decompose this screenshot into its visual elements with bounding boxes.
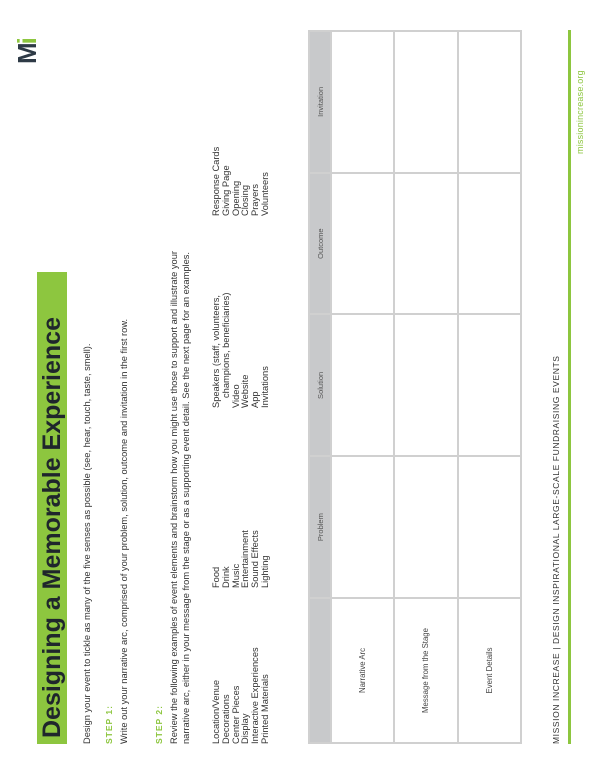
step-2-line-2: narrative arc, either in your message from the stage or as a supporting event detail. See the next page for an examples. xyxy=(181,252,191,744)
input-cell[interactable] xyxy=(394,315,457,457)
footer-text: MISSION INCREASE | DESIGN INSPIRATIONAL LARGE-SCALE FUNDRAISING EVENTS xyxy=(551,355,561,744)
example-item: Prayers xyxy=(250,183,261,216)
header-cell-solution: Solution xyxy=(309,315,331,457)
input-cell[interactable] xyxy=(331,31,394,173)
examples-column-3 xyxy=(212,293,271,408)
website-url: missionincrease.org xyxy=(575,70,585,154)
example-item: Decorations xyxy=(220,694,231,744)
footer-rule xyxy=(568,30,571,744)
narrative-arc-table xyxy=(308,30,522,744)
input-cell[interactable] xyxy=(458,31,521,173)
header-cell-outcome: Outcome xyxy=(309,173,331,315)
input-cell[interactable] xyxy=(394,456,457,598)
input-cell[interactable] xyxy=(458,315,521,457)
example-item: Sound Effects xyxy=(250,530,261,588)
example-item: Website xyxy=(240,374,251,408)
example-item: Printed Materials xyxy=(259,674,270,744)
table-header-row xyxy=(309,31,331,743)
mission-increase-logo: Mi xyxy=(12,39,42,64)
row-label-event-details: Event Details xyxy=(458,598,521,743)
table-row xyxy=(331,31,394,743)
example-item: Food xyxy=(211,566,221,588)
row-label-message-from-stage: Message from the Stage xyxy=(394,598,457,743)
example-item: Speakers (staff, volunteers, xyxy=(211,295,221,408)
row-label-narrative-arc: Narrative Arc xyxy=(331,598,394,743)
example-item: Giving Page xyxy=(220,165,231,216)
examples-column-1 xyxy=(212,647,271,744)
intro-text: Design your event to tickle as many of the five senses as possible (see, hear, touch, taste, smell). xyxy=(82,343,92,744)
examples-column-2 xyxy=(212,530,271,588)
step-2-label: STEP 2: xyxy=(154,705,164,744)
step-2-line-1: Review the following examples of event elements and brainstorm how you might use those to support and illustrate your xyxy=(169,251,179,744)
header-cell-invitation: Invitation xyxy=(309,31,331,173)
step-1-label: STEP 1: xyxy=(104,705,114,744)
example-item: Display xyxy=(240,713,251,744)
input-cell[interactable] xyxy=(331,456,394,598)
example-item: Entertainment xyxy=(240,530,251,588)
example-item: Response Cards xyxy=(211,146,221,216)
header-cell-problem: Problem xyxy=(309,456,331,598)
input-cell[interactable] xyxy=(331,315,394,457)
input-cell[interactable] xyxy=(458,173,521,315)
example-item: Drink xyxy=(220,566,231,588)
table-row xyxy=(394,31,457,743)
example-item: Center Pieces xyxy=(230,685,241,744)
table-row xyxy=(458,31,521,743)
input-cell[interactable] xyxy=(331,173,394,315)
example-item: App xyxy=(250,391,261,408)
example-item: Lighting xyxy=(259,555,270,588)
step-1-text: Write out your narrative arc, comprised of your problem, solution, outcome and invitation in the first row. xyxy=(119,318,129,744)
input-cell[interactable] xyxy=(394,31,457,173)
examples-column-4 xyxy=(212,147,271,216)
example-item: Invitations xyxy=(259,366,270,408)
example-item: Video xyxy=(230,384,241,408)
example-item: Closing xyxy=(240,184,251,216)
page-title: Designing a Memorable Experience xyxy=(38,317,66,738)
example-item: champions, beneficiaries) xyxy=(220,292,231,398)
header-cell-blank xyxy=(309,598,331,743)
input-cell[interactable] xyxy=(394,173,457,315)
example-item: Opening xyxy=(230,180,241,216)
example-item: Music xyxy=(230,563,241,588)
example-item: Interactive Experiences xyxy=(250,647,261,744)
example-item: Location/Venue xyxy=(211,679,221,744)
example-item: Volunteers xyxy=(259,172,270,216)
input-cell[interactable] xyxy=(458,456,521,598)
